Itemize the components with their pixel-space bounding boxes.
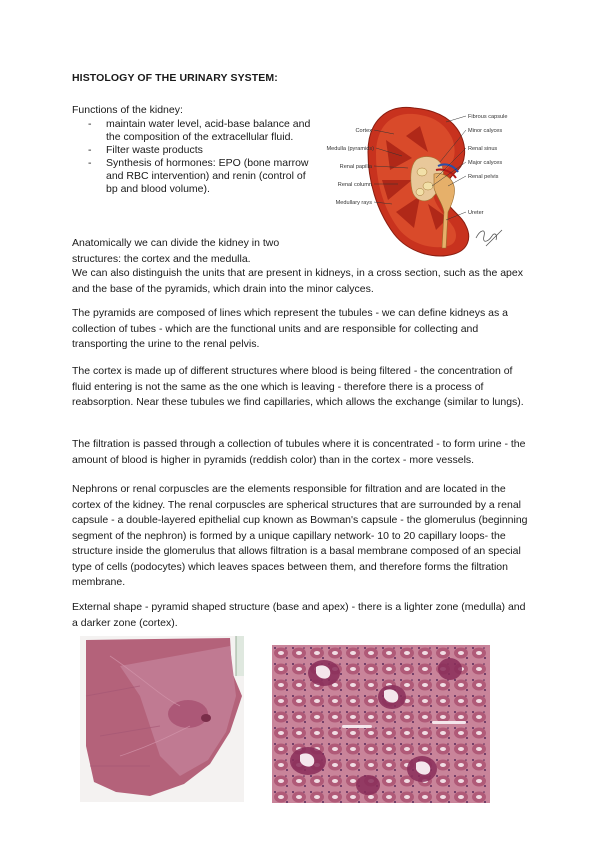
low-magnification-micrograph	[80, 636, 244, 802]
label-cortex: Cortex	[355, 128, 372, 134]
label-renal-column: Renal column	[337, 182, 372, 188]
label-major-calyces: Major calyces	[468, 160, 503, 166]
label-renal-papilla: Renal papilla	[339, 164, 372, 170]
paragraph-cortex: The cortex is made up of different structures where blood is being filtered - the concentration of fluid entering is not the same as the one which is leaving - therefore there is a process of reabsorption. Near these tubules we find capillaries, which allows the exchange (similar to lungs).	[72, 365, 524, 408]
kidney-diagram	[316, 100, 532, 262]
label-renal-sinus: Renal sinus	[468, 146, 498, 152]
label-medullary-rays: Medullary rays	[335, 200, 372, 206]
list-item: - Synthesis of hormones: EPO (bone marrow and RBC intervention) and renin (control of bp and blood volume).	[72, 157, 312, 196]
label-minor-calyces: Minor calyces	[468, 128, 503, 134]
functions-list	[72, 118, 312, 196]
label-fibrous-capsule: Fibrous capsule	[468, 114, 508, 120]
label-medulla: Medulla (pyramids)	[326, 146, 374, 152]
list-item: - maintain water level, acid-base balance and the composition of the extracellular fluid.	[72, 118, 312, 144]
label-ureter: Ureter	[468, 210, 484, 216]
netter-signature	[476, 230, 502, 246]
paragraph-external-shape: External shape - pyramid shaped structure (base and apex) - there is a lighter zone (medulla) and a darker zone (cortex).	[72, 601, 526, 629]
paragraph-nephrons: Nephrons or renal corpuscles are the elements responsible for filtration and are located in the cortex of the kidney. The renal corpuscles are spherical structures that are surrounded by a renal capsule - a double-layered epithelial cup known as Bowman's capsule - the glomerulus (beginning segment of the nephron) is formed by a unique capillary network- 10 to 20 capillary loops- the structure inside the glomerulus that allows filtration is a basal membrane composed of an special type of cells (podocytes) which leaves spaces between them, and therefore forms the filtration membrane.	[72, 483, 528, 588]
paragraph-pyramids: The pyramids are composed of lines which represent the tubules - we can define kidneys as a collection of tubes - which are the functional units and are responsible for collecting and transporting the urine to the renal pelvis.	[72, 307, 508, 350]
list-item: - Filter waste products	[72, 144, 312, 157]
paragraph-filtration: The filtration is passed through a collection of tubules where it is concentrated - to form urine - the amount of blood is higher in pyramids (reddish color) than in the cortex - more vessels.	[72, 438, 526, 466]
paragraph-anatomy: Anatomically we can divide the kidney in two structures: the cortex and the medulla.	[72, 237, 280, 265]
functions-heading: Functions of the kidney:	[72, 104, 183, 116]
high-magnification-micrograph	[272, 645, 490, 803]
label-renal-pelvis: Renal pelvis	[468, 174, 499, 180]
paragraph-units: We can also distinguish the units that are present in kidneys, in a cross section, such as the apex and the base of the pyramids, which drain into the minor calyces.	[72, 267, 523, 295]
page-title: HISTOLOGY OF THE URINARY SYSTEM:	[72, 72, 278, 84]
